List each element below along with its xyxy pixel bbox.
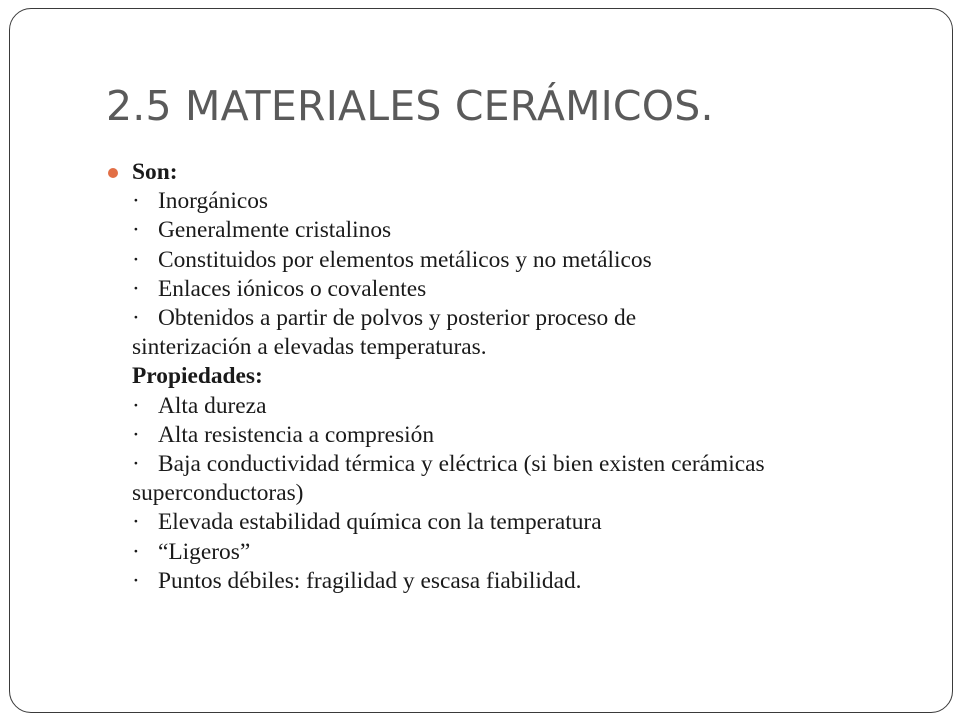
item-text: Baja conductividad térmica y eléctrica (si bien existen cerámicas: [158, 451, 765, 478]
item-text: Inorgánicos: [158, 188, 268, 215]
list-item: [132, 304, 908, 333]
list-item: [132, 216, 908, 245]
item-marker: ·: [132, 509, 140, 536]
list-item: [132, 450, 908, 479]
item-text: Constituidos por elementos metálicos y no metálicos: [158, 246, 652, 273]
item-marker: ·: [132, 246, 140, 273]
list-item: [132, 421, 908, 450]
item-text: Obtenidos a partir de polvos y posterior proceso de: [158, 305, 637, 332]
item-text: Generalmente cristalinos: [158, 217, 392, 244]
item-marker: ·: [132, 451, 140, 478]
item-marker: ·: [132, 538, 140, 565]
item-marker: ·: [132, 392, 140, 419]
list-item: [132, 508, 908, 537]
item-marker: ·: [132, 421, 140, 448]
item-text: Alta resistencia a compresión: [158, 421, 435, 448]
item-text: Elevada estabilidad química con la temperatura: [158, 509, 602, 536]
list-item: [132, 246, 908, 275]
item-text: “Ligeros”: [158, 538, 251, 565]
section-heading-propiedades: Propiedades:: [132, 363, 263, 390]
slide-title: 2.5 MATERIALES CERÁMICOS.: [106, 82, 714, 130]
item-marker: ·: [132, 305, 140, 332]
list-item: [132, 567, 908, 596]
list-item: [132, 538, 908, 567]
list-item: [132, 392, 908, 421]
slide-content: [108, 158, 908, 596]
item-continuation: sinterización a elevadas temperaturas.: [132, 334, 487, 361]
item-text: Puntos débiles: fragilidad y escasa fiabilidad.: [158, 567, 582, 594]
item-marker: ·: [132, 567, 140, 594]
item-marker: ·: [132, 217, 140, 244]
item-continuation: superconductoras): [132, 480, 304, 507]
item-text: Alta dureza: [158, 392, 267, 419]
item-text: Enlaces iónicos o covalentes: [158, 275, 427, 302]
item-marker: ·: [132, 188, 140, 215]
list-item: [132, 187, 908, 216]
section-heading-son: Son:: [132, 159, 178, 185]
list-item: [132, 275, 908, 304]
bullet-text: [132, 158, 908, 596]
bullet-icon: [108, 168, 118, 178]
item-marker: ·: [132, 275, 140, 302]
